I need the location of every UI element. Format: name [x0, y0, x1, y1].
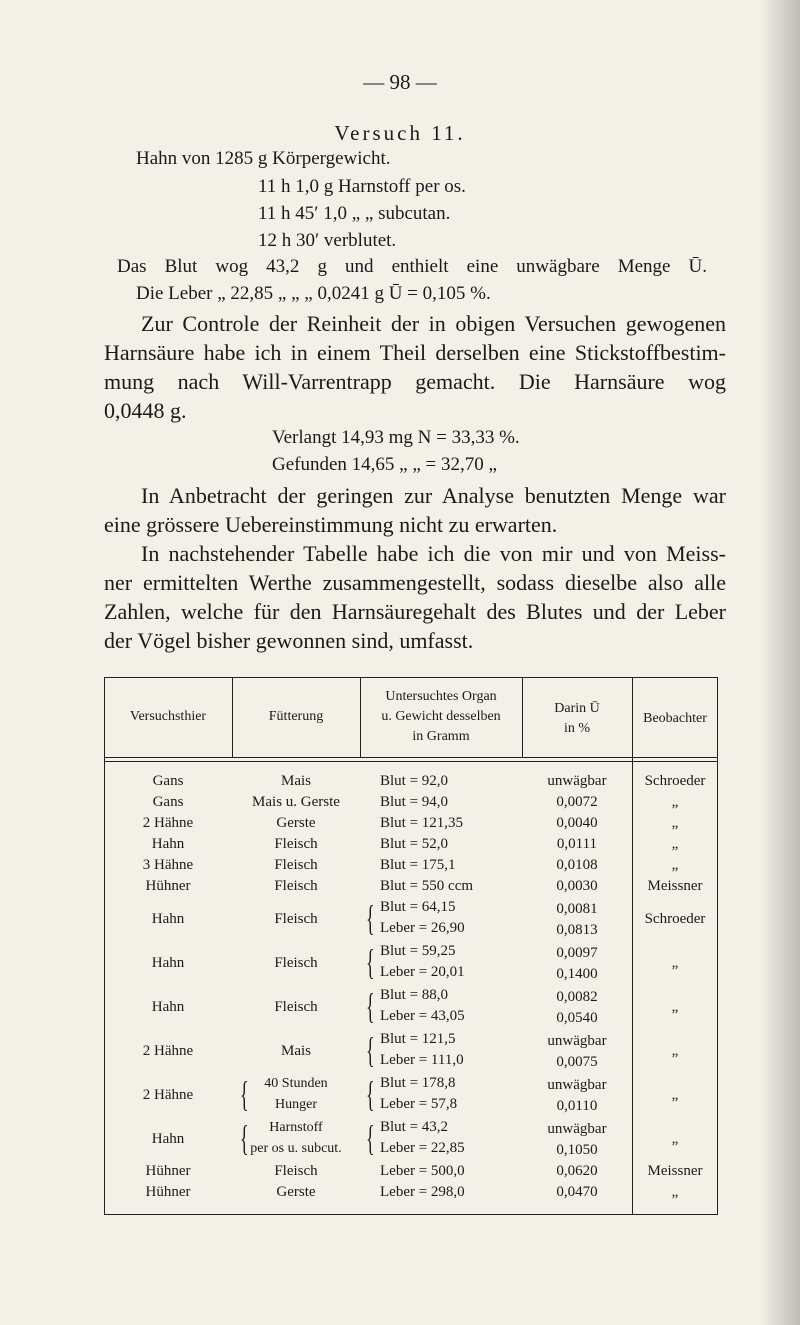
uric-acid-table	[104, 677, 718, 1215]
row-darin: 0,0110	[556, 1098, 598, 1114]
calc-found: Gefunden 14,65 „ „ = 32,70 „	[272, 454, 497, 475]
row-organ: Blut = 52,0	[380, 836, 449, 852]
row-tier: Gans	[152, 794, 184, 810]
row-organ: Blut = 550 ccm	[380, 878, 474, 894]
brace-organ: {	[366, 986, 375, 1026]
row-organ: Leber = 20,01	[380, 964, 465, 980]
row-tier: Hahn	[151, 954, 185, 971]
row-tier: 2 Hähne	[142, 815, 194, 831]
row-darin: 0,0111	[556, 836, 598, 852]
row-beobachter: „	[671, 794, 679, 810]
row-darin: unwägbar	[547, 1121, 607, 1137]
brace-organ: {	[366, 942, 375, 982]
experiment-heading: Versuch 11.	[334, 121, 466, 145]
row-beobachter: „	[671, 1086, 679, 1103]
experiment-line-1: Hahn von 1285 g Körpergewicht.	[136, 148, 391, 169]
row-fuetterung: Fleisch	[274, 910, 318, 927]
row-beobachter: „	[671, 954, 679, 971]
row-tier: Hühner	[145, 1163, 191, 1179]
row-darin: unwägbar	[547, 1077, 607, 1093]
row-fuetterung: Fleisch	[274, 1163, 318, 1179]
row-organ: Leber = 26,90	[380, 920, 465, 936]
brace-feeding: {	[240, 1118, 249, 1158]
row-fuetterung: Gerste	[276, 1184, 316, 1200]
row-fuetterung: Mais	[281, 773, 311, 789]
row-darin: 0,0097	[556, 945, 598, 961]
row-darin: 0,0075	[556, 1054, 598, 1070]
brace-organ: {	[366, 1074, 375, 1114]
row-beobachter: Meissner	[647, 878, 703, 894]
row-darin: 0,0540	[556, 1010, 598, 1026]
para1-line-4: 0,0448 g.	[104, 398, 187, 423]
row-darin: 0,0620	[556, 1163, 598, 1179]
row-tier: Hahn	[151, 1130, 185, 1147]
table-top-rule	[104, 677, 718, 678]
row-fuetterung: Fleisch	[274, 998, 318, 1015]
row-fuetterung: Hunger	[275, 1097, 317, 1112]
row-tier: Hahn	[151, 910, 185, 927]
row-darin: 0,0081	[556, 901, 598, 917]
header-fuetterung: Fütterung	[268, 709, 324, 724]
row-fuetterung: Fleisch	[274, 878, 318, 894]
header-organ-2: u. Gewicht desselben	[381, 709, 501, 724]
row-fuetterung: Harnstoff	[269, 1120, 323, 1135]
row-fuetterung: Fleisch	[274, 836, 318, 852]
row-darin: 0,1400	[556, 966, 598, 982]
row-tier: 2 Hähne	[142, 1042, 194, 1059]
row-darin: 0,1050	[556, 1142, 598, 1158]
row-darin: unwägbar	[547, 773, 607, 789]
header-tier: Versuchsthier	[129, 709, 207, 724]
row-organ: Blut = 88,0	[380, 987, 449, 1003]
para3-line-3: Zahlen, welche für den Harnsäuregehalt des Blutes und der Leber	[104, 599, 726, 624]
row-beobachter: Meissner	[647, 1163, 703, 1179]
row-darin: 0,0030	[556, 878, 598, 894]
para3-line-2: ner ermittelten Werthe zusammengestellt, sodass dieselbe also alle	[104, 570, 726, 595]
para2-line-2: eine grössere Uebereinstimmung nicht zu erwarten.	[104, 512, 558, 537]
row-fuetterung: Mais u. Gerste	[252, 794, 340, 810]
row-fuetterung: 40 Stunden	[264, 1076, 328, 1091]
row-tier: Hahn	[151, 998, 185, 1015]
para1-line-1: Zur Controle der Reinheit der in obigen Versuchen gewogenen	[141, 311, 726, 336]
row-organ: Blut = 59,25	[380, 943, 456, 959]
row-darin: 0,0470	[556, 1184, 598, 1200]
row-organ: Leber = 43,05	[380, 1008, 465, 1024]
para2-line-1: In Anbetracht der geringen zur Analyse benutzten Menge war	[141, 483, 726, 508]
row-darin: 0,0040	[556, 815, 598, 831]
row-fuetterung: Mais	[281, 1042, 311, 1059]
brace-organ: {	[366, 1118, 375, 1158]
row-organ: Blut = 178,8	[380, 1075, 456, 1091]
brace-feeding: {	[240, 1074, 249, 1114]
row-darin: 0,0082	[556, 989, 598, 1005]
row-tier: 2 Hähne	[142, 1086, 194, 1103]
row-organ: Blut = 43,2	[380, 1119, 449, 1135]
experiment-line-4: 12 h 30′ verblutet.	[258, 230, 397, 251]
row-organ: Blut = 175,1	[380, 857, 456, 873]
para3-line-4: der Vögel bisher gewonnen sind, umfasst.	[104, 628, 474, 653]
row-beobachter: „	[671, 1042, 679, 1059]
row-organ: Blut = 64,15	[380, 899, 456, 915]
table-bottom-rule	[104, 1214, 718, 1215]
header-rule-1	[104, 757, 718, 758]
row-beobachter: Schroeder	[644, 773, 706, 789]
row-organ: Leber = 22,85	[380, 1140, 465, 1156]
row-beobachter: „	[671, 857, 679, 873]
experiment-line-3: 11 h 45′ 1,0 „ „ subcutan.	[258, 203, 451, 224]
page-number: — 98 —	[363, 70, 437, 94]
para1-line-3: mung nach Will-Varrentrapp gemacht. Die Harnsäure wog	[104, 369, 726, 394]
row-organ: Blut = 92,0	[380, 773, 449, 789]
row-darin: unwägbar	[547, 1033, 607, 1049]
row-tier: Hahn	[151, 836, 185, 852]
row-fuetterung: per os u. subcut.	[250, 1141, 342, 1156]
row-tier: Gans	[152, 773, 184, 789]
page-edge-shadow	[760, 0, 800, 1325]
calc-required: Verlangt 14,93 mg N = 33,33 %.	[272, 427, 520, 448]
row-fuetterung: Fleisch	[274, 954, 318, 971]
row-beobachter: „	[671, 815, 679, 831]
para1-line-2: Harnsäure habe ich in einem Theil derselben eine Stickstoffbestim-	[104, 340, 726, 365]
header-organ-1: Untersuchtes Organ	[385, 689, 497, 704]
row-fuetterung: Fleisch	[274, 857, 318, 873]
row-darin: 0,0072	[556, 794, 598, 810]
row-organ: Leber = 57,8	[380, 1096, 458, 1112]
header-organ-3: in Gramm	[412, 729, 470, 744]
row-tier: Hühner	[145, 878, 191, 894]
result-blood: Das Blut wog 43,2 g und enthielt eine unwägbare Menge Ū.	[117, 256, 707, 277]
row-beobachter: Schroeder	[644, 910, 706, 927]
result-liver: Die Leber „ 22,85 „ „ „ 0,0241 g Ū = 0,105 %.	[136, 283, 491, 304]
header-darin-1: Darin Ū	[554, 701, 600, 716]
header-darin-2: in %	[563, 721, 591, 736]
row-beobachter: „	[671, 1130, 679, 1147]
header-beobachter: Beobachter	[643, 711, 707, 726]
brace-organ: {	[366, 898, 375, 938]
row-organ: Blut = 121,5	[380, 1031, 456, 1047]
experiment-line-2: 11 h 1,0 g Harnstoff per os.	[258, 176, 466, 197]
row-tier: 3 Hähne	[142, 857, 194, 873]
brace-organ: {	[366, 1030, 375, 1070]
row-beobachter: „	[671, 836, 679, 852]
row-tier: Hühner	[145, 1184, 191, 1200]
row-organ: Leber = 298,0	[380, 1184, 465, 1200]
para3-line-1: In nachstehender Tabelle habe ich die von mir und von Meiss-	[141, 541, 726, 566]
row-beobachter: „	[671, 1184, 679, 1200]
header-rule-2	[104, 761, 718, 762]
row-organ: Blut = 121,35	[380, 815, 464, 831]
row-organ: Blut = 94,0	[380, 794, 449, 810]
row-beobachter: „	[671, 998, 679, 1015]
row-darin: 0,0813	[556, 922, 598, 938]
row-organ: Leber = 500,0	[380, 1163, 465, 1179]
row-organ: Leber = 111,0	[380, 1052, 464, 1068]
row-darin: 0,0108	[556, 857, 598, 873]
row-fuetterung: Gerste	[276, 815, 316, 831]
